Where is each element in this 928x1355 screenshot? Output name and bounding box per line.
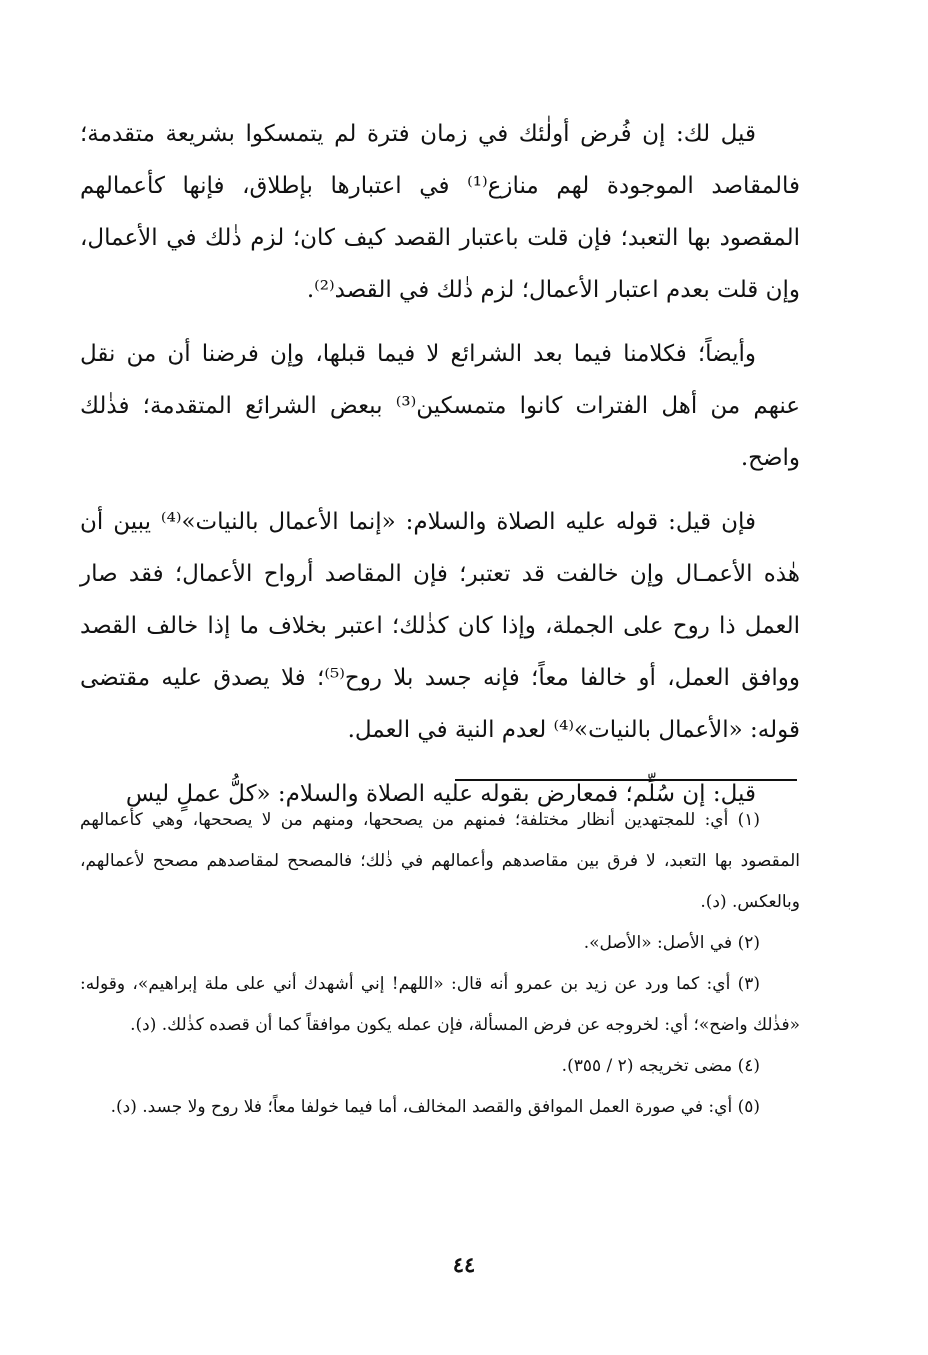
paragraph-3: فإن قيل: قوله عليه الصلاة والسلام: «إنما الأعمال بالنيات»⁽⁴⁾ يبين أن هٰذه الأعمـال وإن خالفت قد تعتبر؛ فإن المقاصد أرواح الأعمال؛ فقد صار العمل ذا روح على الجملة، وإذا كان كذٰلك؛ اعتبر بخلاف ما إذا خالف القصد ووافق العمل، أو خالفا معاً؛ فإنه جسد بلا روح⁽⁵⁾؛ فلا يصدق عليه مقتضى قوله: «الأعمال بالنيات»⁽⁴⁾ لعدم النية في العمل. xyxy=(80,509,800,743)
paragraph-1: قيل لك: إن فُرض أولٰئك في زمان فترة لم يتمسكوا بشريعة متقدمة؛ فالمقاصد الموجودة لهم منازع⁽¹⁾ في اعتبارها بإطلاق، فإنها كأعمالهم المقصود بها التعبد؛ فإن قلت باعتبار القصد كيف كان؛ لزم ذٰلك في الأعمال، وإن قلت بعدم اعتبار الأعمال؛ لزم ذٰلك في القصد⁽²⁾. xyxy=(80,121,800,303)
footnote-2: (٢) في الأصل: «الأصل». xyxy=(583,933,760,953)
footnote-separator xyxy=(455,779,797,781)
page-number: ٤٤ xyxy=(452,1252,476,1277)
footnote-4: (٤) مضى تخريجه (٢ / ٣٥٥). xyxy=(561,1056,760,1076)
footnote-3: (٣) أي: كما ورد عن زيد بن عمرو أنه قال: «اللهم! إني أشهدك أني على ملة إبراهيم»، وقوله: «فذٰلك واضح»؛ أي: لخروجه عن فرض المسألة، فإن عمله يكون موافقاً كما أن قصده كذٰلك. (د). xyxy=(80,974,800,1035)
paragraph-4: قيل: إن سُلِّم؛ فمعارض بقوله عليه الصلاة والسلام: «كلُّ عملٍ ليس xyxy=(125,781,756,807)
footnote-1: (١) أي: للمجتهدين أنظار مختلفة؛ فمنهم من يصححها، ومنهم من لا يصححها، وهي كأعمالهم المقصود بها التعبد، لا فرق بين مقاصدهم وأعمالهم في ذٰلك؛ فالمصحح لمقاصدهم مصحح لأعمالهم، وبالعكس. (د). xyxy=(80,810,800,912)
paragraph-2: وأيضاً؛ فكلامنا فيما بعد الشرائع لا فيما قبلها، وإن فرضنا أن من نقل عنهم من أهل الفترات كانوا متمسكين⁽³⁾ ببعض الشرائع المتقدمة؛ فذٰلك واضح. xyxy=(80,341,800,471)
footnotes xyxy=(80,800,800,1128)
main-text xyxy=(80,108,800,832)
footnote-5: (٥) أي: في صورة العمل الموافق والقصد المخالف، أما فيما خولفا معاً؛ فلا روح ولا جسد. (د). xyxy=(110,1097,760,1117)
